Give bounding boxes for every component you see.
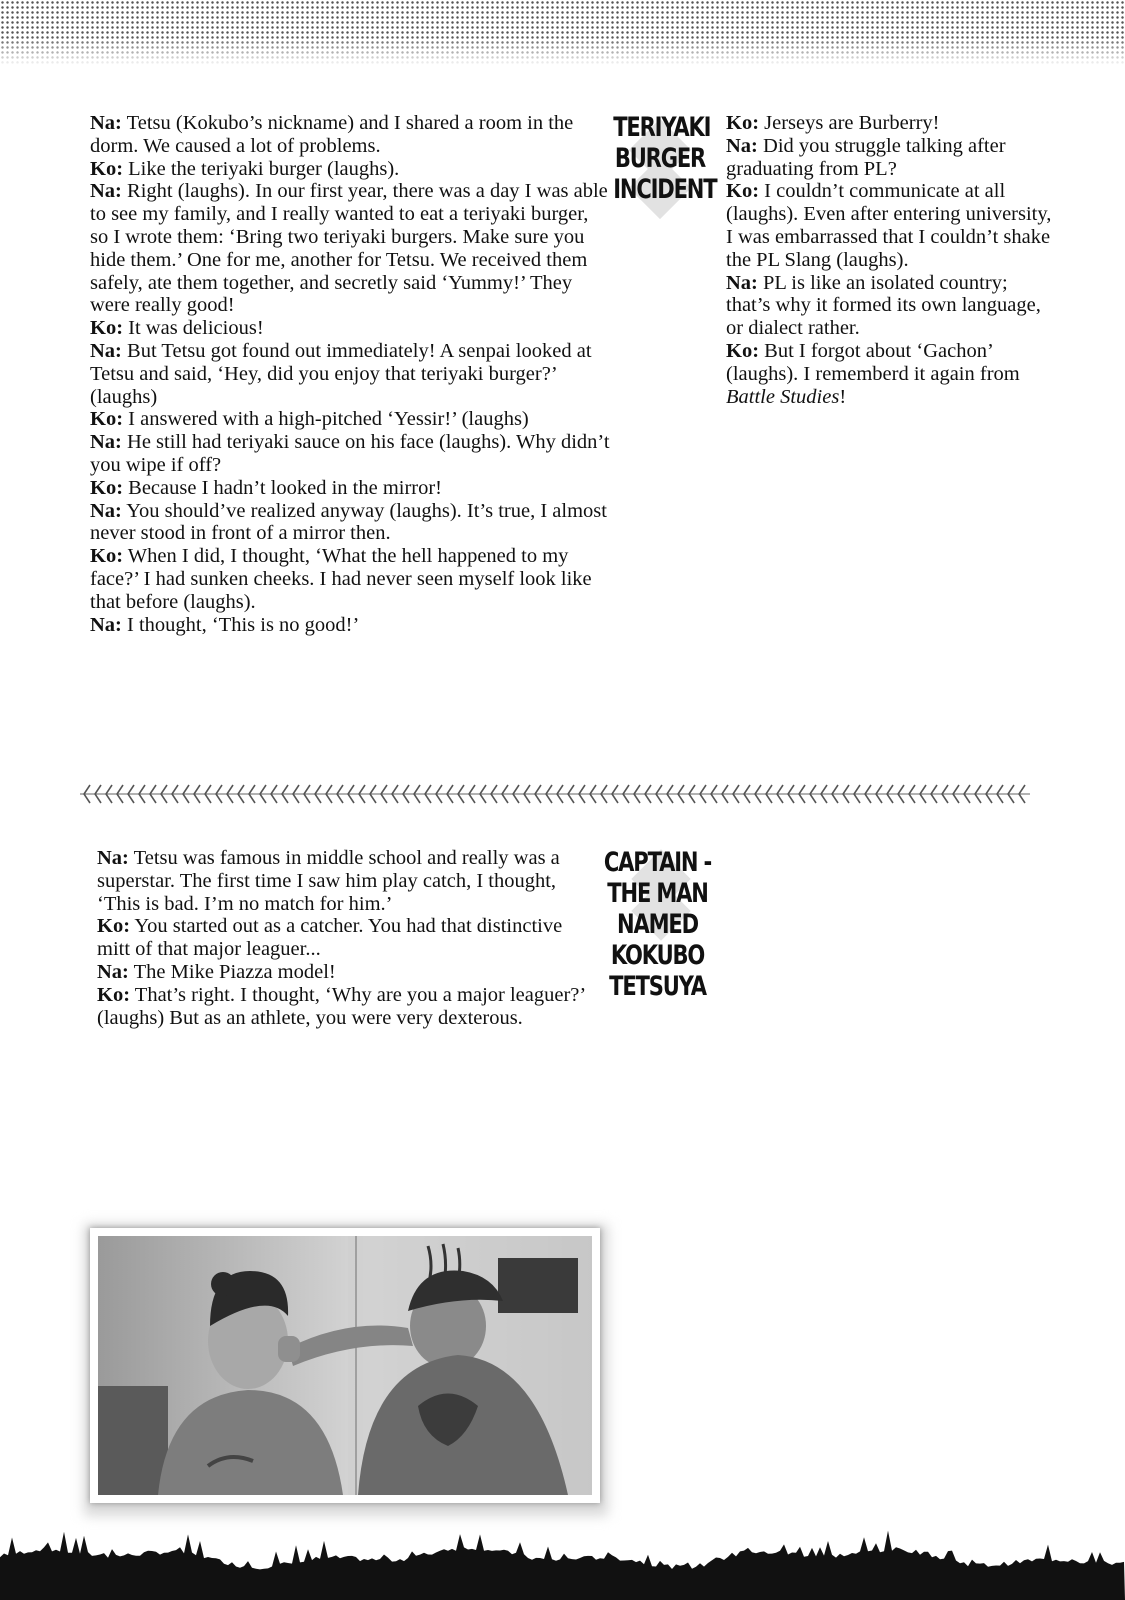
- dialogue-line: Na: He still had teriyaki sauce on his face (laughs). Why didn’t you wipe if off?: [90, 431, 610, 476]
- dialogue-line: Ko: It was delicious!: [90, 317, 264, 340]
- dialogue-line: Na: Tetsu was famous in middle school and really was a superstar. The first time I saw him play catch, I thought, ‘This is bad. I’m no match for him.’: [97, 847, 560, 915]
- stitch-divider: [80, 783, 1030, 805]
- dialogue-line: Na: I thought, ‘This is no good!’: [90, 613, 360, 636]
- dialogue-line: Na: But Tetsu got found out immediately! A senpai looked at Tetsu and said, ‘Hey, did you enjoy that teriyaki burger?’ (laughs): [90, 339, 592, 408]
- dialogue-line: Ko: Jerseys are Burberry!: [726, 112, 940, 134]
- two-men-photo-icon: [98, 1236, 592, 1495]
- interview-column-3: [97, 847, 592, 1029]
- section-heading-captain: CAPTAIN - THE MAN NAMED KOKUBO TETSUYA: [603, 847, 712, 1002]
- dialogue-line: Ko: I answered with a high-pitched ‘Yessir!’ (laughs): [90, 408, 529, 431]
- book-title: Battle Studies: [726, 385, 840, 408]
- dialogue-line: Ko: Like the teriyaki burger (laughs).: [90, 157, 400, 180]
- interview-column-2: [726, 112, 1056, 408]
- grass-silhouette: [0, 1520, 1125, 1600]
- dialogue-line: Ko: That’s right. I thought, ‘Why are you a major leaguer?’ (laughs) But as an athlete, you were very dexterous.: [97, 983, 585, 1029]
- dialogue-line: Ko: Because I hadn’t looked in the mirror!: [90, 476, 443, 499]
- photo-frame: [90, 1228, 600, 1503]
- dialogue-line: Na: The Mike Piazza model!: [97, 960, 336, 983]
- dialogue-line: Na: Did you struggle talking after graduating from PL?: [726, 134, 1006, 180]
- top-halftone-pattern: [0, 0, 1125, 66]
- dialogue-line: Ko: But I forgot about ‘Gachon’ (laughs). I rememberd it again from Battle Studies!: [726, 339, 1020, 408]
- dialogue-line: Na: PL is like an isolated country; that’s why it formed its own language, or dialect rather.: [726, 271, 1041, 340]
- dialogue-line: Ko: I couldn’t communicate at all (laughs). Even after entering university, I was embarrassed that I couldn’t shake the PL Slang (laughs).: [726, 180, 1052, 271]
- dialogue-line: Ko: You started out as a catcher. You had that distinctive mitt of that major leaguer...: [97, 915, 563, 961]
- dialogue-line: Na: You should’ve realized anyway (laughs). It’s true, I almost never stood in front of a mirror then.: [90, 499, 607, 545]
- dialogue-line: Na: Right (laughs). In our first year, there was a day I was able to see my family, and I really wanted to eat a teriyaki burger, so I wrote them: ‘Bring two teriyaki burgers. Make sure you hide them.’ One for me, another for Tetsu. We received them safely, ate them together, and secretly said ‘Yummy!’ They were really good!: [90, 180, 608, 317]
- interview-column-1: [90, 112, 610, 636]
- section-heading-teriyaki-burger-incident: TERIYAKI BURGER INCIDENT: [613, 112, 717, 205]
- dialogue-line: Na: Tetsu (Kokubo’s nickname) and I shared a room in the dorm. We caused a lot of problems.: [90, 112, 574, 157]
- dialogue-line: Ko: When I did, I thought, ‘What the hell happened to my face?’ I had sunken cheeks. I had never seen myself look like that before (laughs).: [90, 545, 592, 613]
